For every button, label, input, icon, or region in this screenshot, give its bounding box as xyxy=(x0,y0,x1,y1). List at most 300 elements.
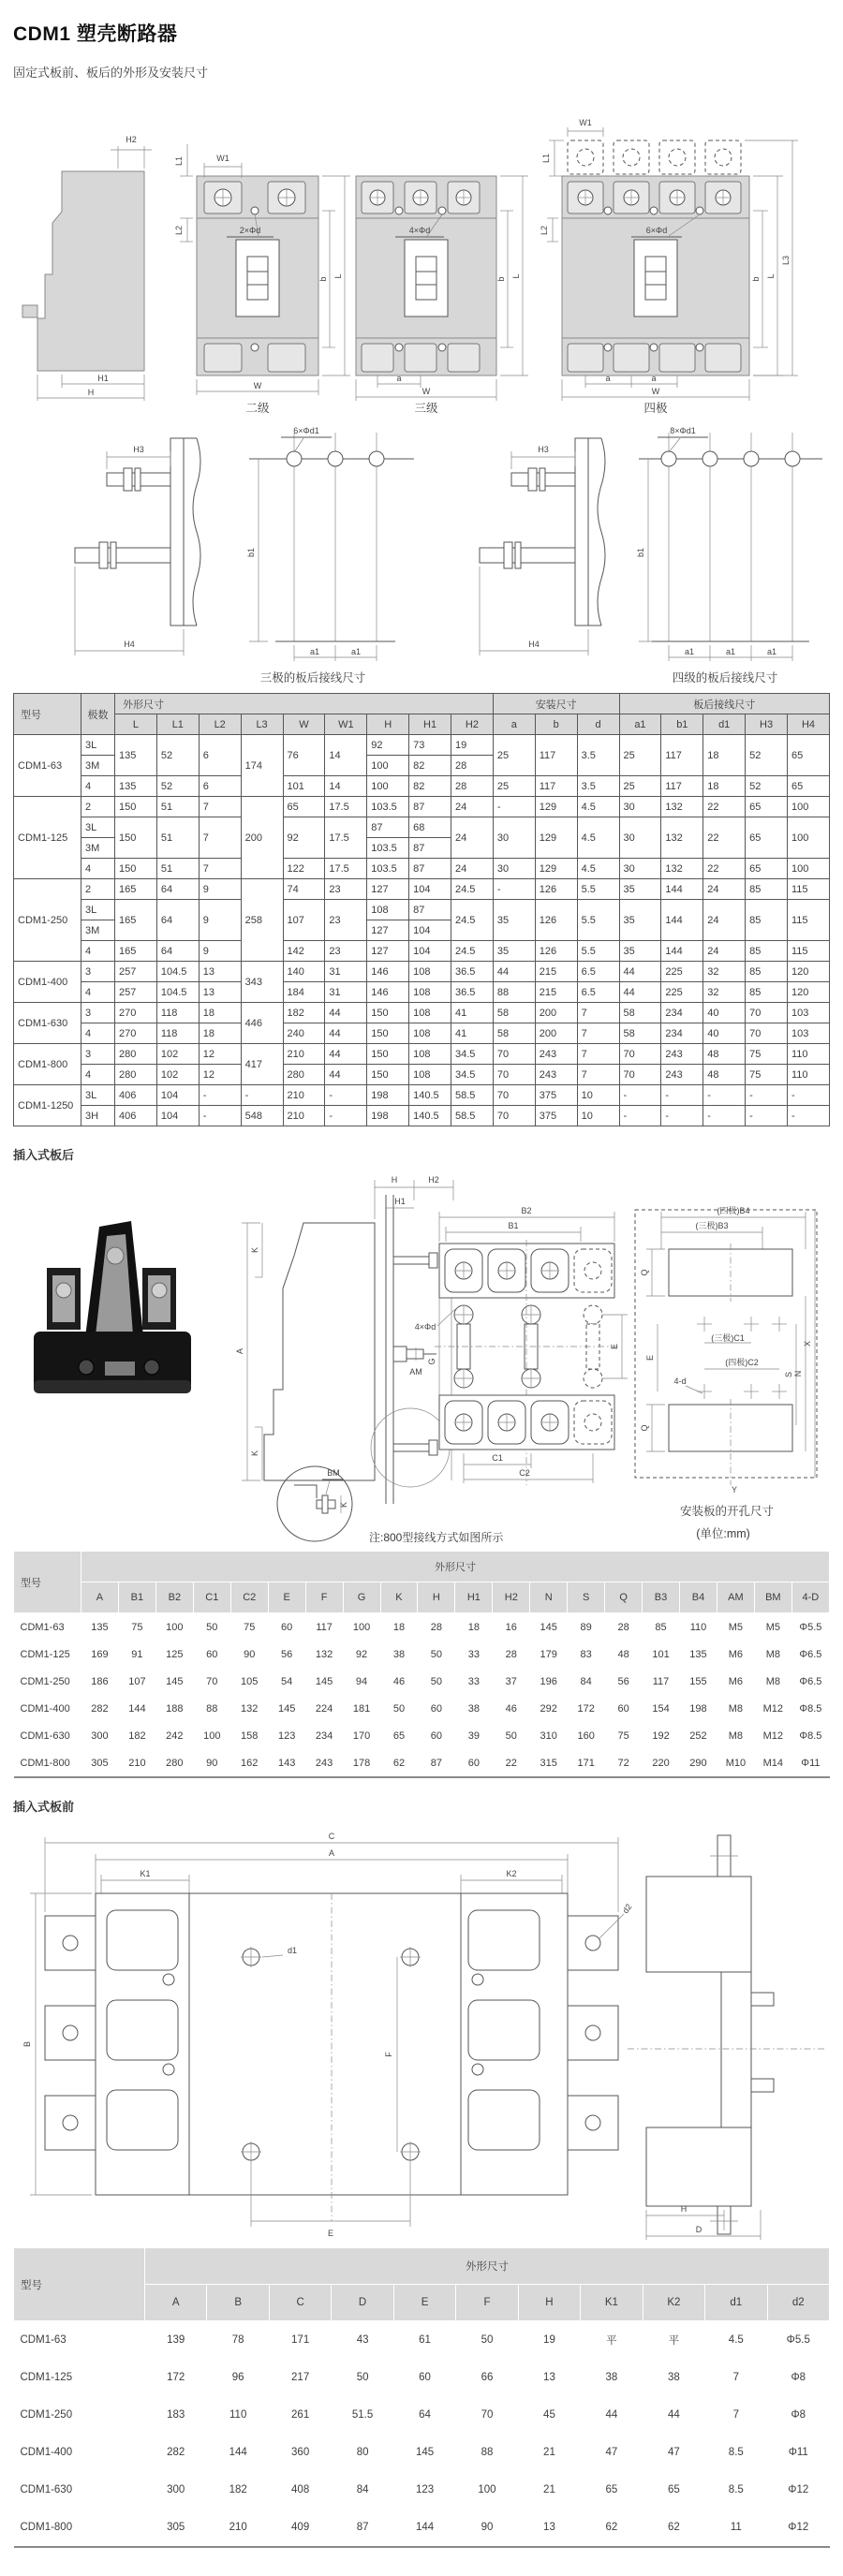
table-cell: 34.5 xyxy=(451,1044,494,1065)
table-cell: 165 xyxy=(115,900,157,941)
table-cell: 51 xyxy=(156,859,199,879)
table-cell: 126 xyxy=(535,879,577,900)
table-cell: 84 xyxy=(356,2484,369,2495)
table-cell: 234 xyxy=(661,1003,703,1023)
table-cell: 3.5 xyxy=(577,776,619,797)
table-cell: 375 xyxy=(535,1085,577,1106)
table-cell: 182 xyxy=(229,2484,247,2495)
table-cell: 35 xyxy=(619,900,661,941)
table-cell: 44 xyxy=(619,982,661,1003)
table-cell: CDM1-250 xyxy=(20,1675,70,1687)
table-header-cell: E xyxy=(268,1582,305,1613)
table-cell: 120 xyxy=(788,982,830,1003)
table-cell: Φ11 xyxy=(788,2447,808,2458)
table-cell: 4 xyxy=(81,1023,115,1044)
table-cell: 21 xyxy=(543,2484,555,2495)
table-cell: 12 xyxy=(199,1044,241,1065)
table-cell: 70 xyxy=(619,1065,661,1085)
table-cell: 108 xyxy=(409,962,451,982)
table-cell: 9 xyxy=(199,941,241,962)
table-cell: 70 xyxy=(481,2409,494,2421)
table-cell: 46 xyxy=(505,1702,517,1715)
dim-label: b xyxy=(751,276,761,282)
table-cell: 171 xyxy=(291,2334,310,2346)
table-cell: 82 xyxy=(409,776,451,797)
table-cell: 85 xyxy=(746,962,788,982)
table-cell: 101 xyxy=(283,776,325,797)
table-header-cell: B xyxy=(207,2285,269,2321)
table-cell: - xyxy=(199,1106,241,1126)
table-cell: 47 xyxy=(605,2447,618,2458)
table-cell: 103 xyxy=(788,1003,830,1023)
table-row xyxy=(14,776,830,797)
mounting-plate-drawing xyxy=(635,1205,817,1540)
table-header-cell: 型号 xyxy=(14,1552,81,1613)
table-cell: 75 xyxy=(617,1730,629,1742)
dim-label: 4-d xyxy=(673,1376,687,1386)
table-cell: CDM1-630 xyxy=(20,2484,73,2495)
table-cell: 406 xyxy=(115,1106,157,1126)
table-cell: 100 xyxy=(367,776,409,797)
table-cell: 65 xyxy=(283,797,325,817)
table-cell: Φ8.5 xyxy=(799,1702,822,1715)
table-cell: 144 xyxy=(661,941,703,962)
table-cell: 14 xyxy=(325,735,367,776)
table-cell: 3M xyxy=(81,838,115,859)
table-cell: 32 xyxy=(703,962,746,982)
dim-label: A xyxy=(328,1848,335,1858)
table-cell: 85 xyxy=(746,879,788,900)
table-cell: 17.5 xyxy=(325,797,367,817)
table-cell: Φ12 xyxy=(788,2484,809,2495)
table-cell: 132 xyxy=(661,859,703,879)
table-cell: 60 xyxy=(206,1648,218,1660)
table-cell: 87 xyxy=(409,859,451,879)
table-cell: 7 xyxy=(199,859,241,879)
table-cell: 305 xyxy=(91,1757,109,1769)
table-header-cell: H1 xyxy=(455,1582,493,1613)
table-row xyxy=(14,1044,830,1065)
table-cell: 135 xyxy=(91,1621,109,1633)
table-cell: 172 xyxy=(167,2372,185,2383)
table-cell: 52 xyxy=(156,735,199,776)
table-cell: 162 xyxy=(241,1757,259,1769)
fixed-dimensions-table xyxy=(13,693,830,1126)
table-cell: 17.5 xyxy=(325,817,367,859)
caption-2pole: 二级 xyxy=(245,402,270,415)
table-cell: 70 xyxy=(619,1044,661,1065)
dim-label: L1 xyxy=(541,153,551,164)
table-cell: 2 xyxy=(81,797,115,817)
dim-label: H xyxy=(87,388,95,397)
table-cell: 139 xyxy=(167,2334,185,2346)
table-cell: 35 xyxy=(493,941,535,962)
table-cell: 154 xyxy=(652,1702,670,1715)
table-cell: 6.5 xyxy=(577,982,619,1003)
table-cell: 39 xyxy=(467,1730,480,1742)
table-cell: 280 xyxy=(115,1065,157,1085)
rear-wiring-drawing xyxy=(13,421,830,687)
dim-label: N xyxy=(793,1370,803,1377)
table-cell: 100 xyxy=(478,2484,496,2495)
table-cell: 85 xyxy=(746,982,788,1003)
table-header-cell: D xyxy=(332,2285,393,2321)
table-cell: - xyxy=(619,1106,661,1126)
table-cell: 126 xyxy=(535,900,577,941)
table-cell: 58 xyxy=(619,1003,661,1023)
table-cell: 11 xyxy=(730,2522,742,2533)
table-cell: 446 xyxy=(241,1003,283,1044)
table-cell: 33 xyxy=(467,1648,480,1660)
table-cell: 198 xyxy=(689,1702,707,1715)
table-cell: 85 xyxy=(746,941,788,962)
table-cell: 104.5 xyxy=(156,962,199,982)
table-cell: 43 xyxy=(356,2334,369,2346)
table-cell: 100 xyxy=(788,797,830,817)
table-cell: 92 xyxy=(367,735,409,756)
table-cell: 65 xyxy=(788,776,830,797)
table-cell: - xyxy=(788,1085,830,1106)
table-cell: 117 xyxy=(316,1621,333,1633)
table-cell: 24 xyxy=(703,879,746,900)
table-cell: 220 xyxy=(652,1757,670,1769)
dim-label: a1 xyxy=(309,647,320,656)
table-cell: 224 xyxy=(315,1702,333,1715)
table-cell: 182 xyxy=(128,1730,146,1742)
table-cell: 75 xyxy=(244,1621,256,1633)
table-cell: 3M xyxy=(81,756,115,776)
table-cell: 200 xyxy=(241,797,283,879)
table-header-cell: C xyxy=(269,2285,331,2321)
dim-label: L2 xyxy=(540,225,549,236)
table-cell: 292 xyxy=(540,1702,557,1715)
table-cell: 7 xyxy=(577,1003,619,1023)
table-header-cell: K1 xyxy=(581,2285,643,2321)
table-cell: M8 xyxy=(728,1730,744,1742)
table-cell: 38 xyxy=(392,1648,406,1660)
table-cell: 92 xyxy=(355,1648,368,1660)
table-cell: 85 xyxy=(746,900,788,941)
table-header-cell: N xyxy=(530,1582,568,1613)
table-cell: 150 xyxy=(115,797,157,817)
rear-3pole-front xyxy=(246,426,414,684)
table-header-cell: S xyxy=(568,1582,605,1613)
table-cell: 118 xyxy=(156,1023,199,1044)
table-header-cell: 板后接线尺寸 xyxy=(619,694,830,714)
table-cell: 23 xyxy=(325,900,367,941)
table-header-cell: L xyxy=(115,714,157,735)
table-cell: 240 xyxy=(283,1023,325,1044)
table-cell: 127 xyxy=(367,941,409,962)
table-header-cell: A xyxy=(145,2285,207,2321)
table-cell: 65 xyxy=(605,2484,618,2495)
table-row xyxy=(14,2434,830,2471)
table-cell: 36.5 xyxy=(451,982,494,1003)
table-header-cell: F xyxy=(305,1582,343,1613)
table-cell: M12 xyxy=(762,1730,784,1742)
table-cell: 110 xyxy=(229,2409,247,2421)
table-cell: 280 xyxy=(115,1044,157,1065)
table-cell: 140.5 xyxy=(409,1085,451,1106)
table-cell: 3M xyxy=(81,920,115,941)
table-cell: 270 xyxy=(115,1003,157,1023)
table-cell: 44 xyxy=(605,2409,618,2421)
table-cell: 70 xyxy=(493,1106,535,1126)
table-cell: 117 xyxy=(535,776,577,797)
dim-label: B2 xyxy=(521,1206,532,1215)
table-cell: 78 xyxy=(231,2334,244,2346)
table-cell: 60 xyxy=(281,1621,293,1633)
table-cell: 92 xyxy=(283,817,325,859)
table-row xyxy=(14,1613,830,1641)
table-cell: 3L xyxy=(81,1085,115,1106)
table-header-cell: C1 xyxy=(193,1582,230,1613)
table-cell: 37 xyxy=(505,1675,517,1687)
unit-note: (单位:mm) xyxy=(696,1527,750,1540)
dim-label: B xyxy=(22,2040,32,2048)
table-cell: 257 xyxy=(115,962,157,982)
dim-label: a1 xyxy=(684,647,695,656)
table-cell: 58 xyxy=(493,1023,535,1044)
table-cell: 155 xyxy=(689,1675,707,1687)
table-cell: 24 xyxy=(703,941,746,962)
table-cell: 408 xyxy=(291,2484,310,2495)
table-cell: - xyxy=(325,1085,367,1106)
table-cell: 123 xyxy=(415,2484,435,2495)
dim-label: Y xyxy=(731,1485,738,1494)
table-cell: 4.5 xyxy=(577,817,619,859)
table-cell: 90 xyxy=(481,2522,494,2533)
table-cell: 172 xyxy=(577,1702,595,1715)
table-cell: 3.5 xyxy=(577,735,619,776)
table-cell: 225 xyxy=(661,962,703,982)
table-cell: CDM1-250 xyxy=(14,879,81,962)
table-cell: 123 xyxy=(277,1730,296,1742)
caption-4pole: 四极 xyxy=(643,402,668,415)
table-cell: 215 xyxy=(535,982,577,1003)
table-cell: 44 xyxy=(667,2409,680,2421)
table-cell: 181 xyxy=(352,1702,371,1715)
table-header-cell: 极数 xyxy=(81,694,115,735)
table-cell: 64 xyxy=(156,879,199,900)
dim-label: H3 xyxy=(538,445,549,454)
table-cell: 110 xyxy=(788,1044,830,1065)
table-cell: - xyxy=(788,1106,830,1126)
table-header-cell: C2 xyxy=(230,1582,268,1613)
table-cell: - xyxy=(493,879,535,900)
table-cell: 30 xyxy=(619,817,661,859)
note-800-type: 注:800型接线方式如图所示 xyxy=(369,1531,504,1544)
table-row xyxy=(14,1085,830,1106)
table-cell: 70 xyxy=(746,1003,788,1023)
table-cell: - xyxy=(241,1085,283,1106)
table-cell: 61 xyxy=(419,2334,431,2346)
table-cell: - xyxy=(325,1106,367,1126)
table-cell: 129 xyxy=(535,859,577,879)
section-plugin-front: 插入式板前 xyxy=(13,1800,75,1814)
table-cell: M6 xyxy=(728,1648,744,1660)
table-cell: 145 xyxy=(415,2447,435,2458)
table-cell: 24 xyxy=(451,817,494,859)
table-header-cell: H1 xyxy=(409,714,451,735)
table-cell: 196 xyxy=(540,1675,557,1687)
table-cell: 146 xyxy=(367,962,409,982)
table-cell: 129 xyxy=(535,797,577,817)
plugin-rear-dimensions-table xyxy=(13,1551,830,1778)
table-cell: 13 xyxy=(543,2372,555,2383)
dim-label: a xyxy=(396,374,402,383)
table-cell: 105 xyxy=(241,1675,259,1687)
table-header-cell: H3 xyxy=(746,714,788,735)
table-cell: 144 xyxy=(415,2522,435,2533)
table-cell: 108 xyxy=(409,1065,451,1085)
table-cell: 7 xyxy=(199,817,241,859)
table-cell: 261 xyxy=(291,2409,310,2421)
table-cell: 60 xyxy=(467,1757,480,1769)
table-cell: 169 xyxy=(91,1648,109,1660)
table-cell: 132 xyxy=(315,1648,333,1660)
dim-label: W xyxy=(651,387,660,396)
table-header-cell: H4 xyxy=(788,714,830,735)
table-cell: CDM1-630 xyxy=(20,1730,70,1742)
table-cell: 198 xyxy=(367,1106,409,1126)
table-header-cell: d1 xyxy=(705,2285,767,2321)
dim-label: H4 xyxy=(528,640,540,649)
table-cell: Φ11 xyxy=(801,1757,821,1769)
table-cell: 117 xyxy=(661,735,703,776)
table-cell: 34.5 xyxy=(451,1065,494,1085)
table-cell: 74 xyxy=(283,879,325,900)
table-cell: 24.5 xyxy=(451,900,494,941)
table-header-cell: B4 xyxy=(680,1582,717,1613)
table-cell: 87 xyxy=(409,900,451,920)
table-header-row xyxy=(14,2248,830,2285)
table-cell: 65 xyxy=(667,2484,680,2495)
table-cell: 117 xyxy=(652,1675,670,1687)
table-cell: 68 xyxy=(409,817,451,838)
table-cell: 46 xyxy=(392,1675,406,1687)
table-cell: 23 xyxy=(325,941,367,962)
table-header-cell: H xyxy=(518,2285,580,2321)
table-cell: 48 xyxy=(703,1044,746,1065)
table-cell: 70 xyxy=(206,1675,218,1687)
table-cell: 104 xyxy=(156,1106,199,1126)
table-cell: 184 xyxy=(283,982,325,1003)
dim-label: (四极)C2 xyxy=(725,1358,759,1367)
table-row xyxy=(14,1106,830,1126)
table-row xyxy=(14,797,830,817)
table-cell: 40 xyxy=(703,1023,746,1044)
table-cell: 13 xyxy=(543,2522,555,2533)
table-cell: 32 xyxy=(703,982,746,1003)
table-header-cell: d1 xyxy=(703,714,746,735)
table-row xyxy=(14,1722,830,1749)
table-cell: 28 xyxy=(505,1648,517,1660)
table-cell: 65 xyxy=(746,817,788,859)
table-cell: 104 xyxy=(156,1085,199,1106)
table-header-cell: A xyxy=(81,1582,119,1613)
dim-label: K2 xyxy=(506,1869,517,1878)
table-header-cell: AM xyxy=(717,1582,754,1613)
dim-label: Q xyxy=(640,1269,649,1276)
table-cell: 18 xyxy=(392,1621,406,1633)
table-header-cell: W1 xyxy=(325,714,367,735)
dim-label: L xyxy=(333,273,343,279)
table-cell: M12 xyxy=(762,1702,784,1715)
table-cell: 150 xyxy=(367,1065,409,1085)
table-cell: 87 xyxy=(409,838,451,859)
dim-label: AM xyxy=(409,1367,422,1376)
table-cell: 8.5 xyxy=(728,2447,744,2458)
table-header-cell: W xyxy=(283,714,325,735)
table-row xyxy=(14,1749,830,1777)
table-cell: 186 xyxy=(91,1675,109,1687)
table-cell: 360 xyxy=(291,2447,310,2458)
table-cell: CDM1-800 xyxy=(20,1757,70,1769)
table-cell: 87 xyxy=(367,817,409,838)
table-cell: 188 xyxy=(166,1702,184,1715)
plugin-rear-back-view xyxy=(415,1206,628,1485)
table-cell: M6 xyxy=(728,1675,744,1687)
table-cell: 13 xyxy=(199,982,241,1003)
rear-4pole-side xyxy=(480,438,605,655)
table-cell: 70 xyxy=(493,1044,535,1065)
table-cell: 3L xyxy=(81,735,115,756)
table-header-cell: L1 xyxy=(156,714,199,735)
plugin-rear-drawing xyxy=(13,1167,830,1545)
table-cell: 75 xyxy=(131,1621,143,1633)
table-cell: 150 xyxy=(367,1044,409,1065)
table-cell: CDM1-125 xyxy=(14,797,81,879)
table-cell: M8 xyxy=(765,1648,780,1660)
plugin-front-view xyxy=(22,1832,634,2238)
dim-label: d1 xyxy=(287,1946,298,1955)
table-header-cell: 外形尺寸 xyxy=(81,1552,830,1582)
table-row xyxy=(14,859,830,879)
table-cell: 135 xyxy=(115,735,157,776)
table-cell: CDM1-63 xyxy=(14,735,81,797)
table-row xyxy=(14,1668,830,1695)
dim-label: b1 xyxy=(246,547,256,558)
table-cell: 84 xyxy=(580,1675,592,1687)
table-cell: 101 xyxy=(652,1648,670,1660)
table-cell: 9 xyxy=(199,900,241,941)
table-cell: 88 xyxy=(481,2447,494,2458)
table-cell: 143 xyxy=(277,1757,296,1769)
table-cell: 64 xyxy=(156,941,199,962)
dim-label: H1 xyxy=(394,1197,406,1206)
table-cell: 406 xyxy=(115,1085,157,1106)
table-cell: 4 xyxy=(81,1065,115,1085)
table-cell: 16 xyxy=(505,1621,517,1633)
table-row xyxy=(14,941,830,962)
table-cell: 160 xyxy=(577,1730,595,1742)
table-cell: M14 xyxy=(762,1757,784,1769)
table-header-cell: d xyxy=(577,714,619,735)
dim-label: (三极)C1 xyxy=(711,1333,745,1343)
table-cell: Φ6.5 xyxy=(799,1648,822,1660)
table-cell: 19 xyxy=(543,2334,555,2346)
fixed-mount-drawing xyxy=(13,82,830,416)
table-cell: 100 xyxy=(367,756,409,776)
caption-3pole: 三级 xyxy=(414,402,438,415)
table-cell: 76 xyxy=(283,735,325,776)
table-header-cell: 型号 xyxy=(14,694,81,735)
table-row xyxy=(14,900,830,920)
dim-label: G xyxy=(427,1358,436,1365)
table-cell: 22 xyxy=(703,817,746,859)
table-cell: 280 xyxy=(283,1065,325,1085)
